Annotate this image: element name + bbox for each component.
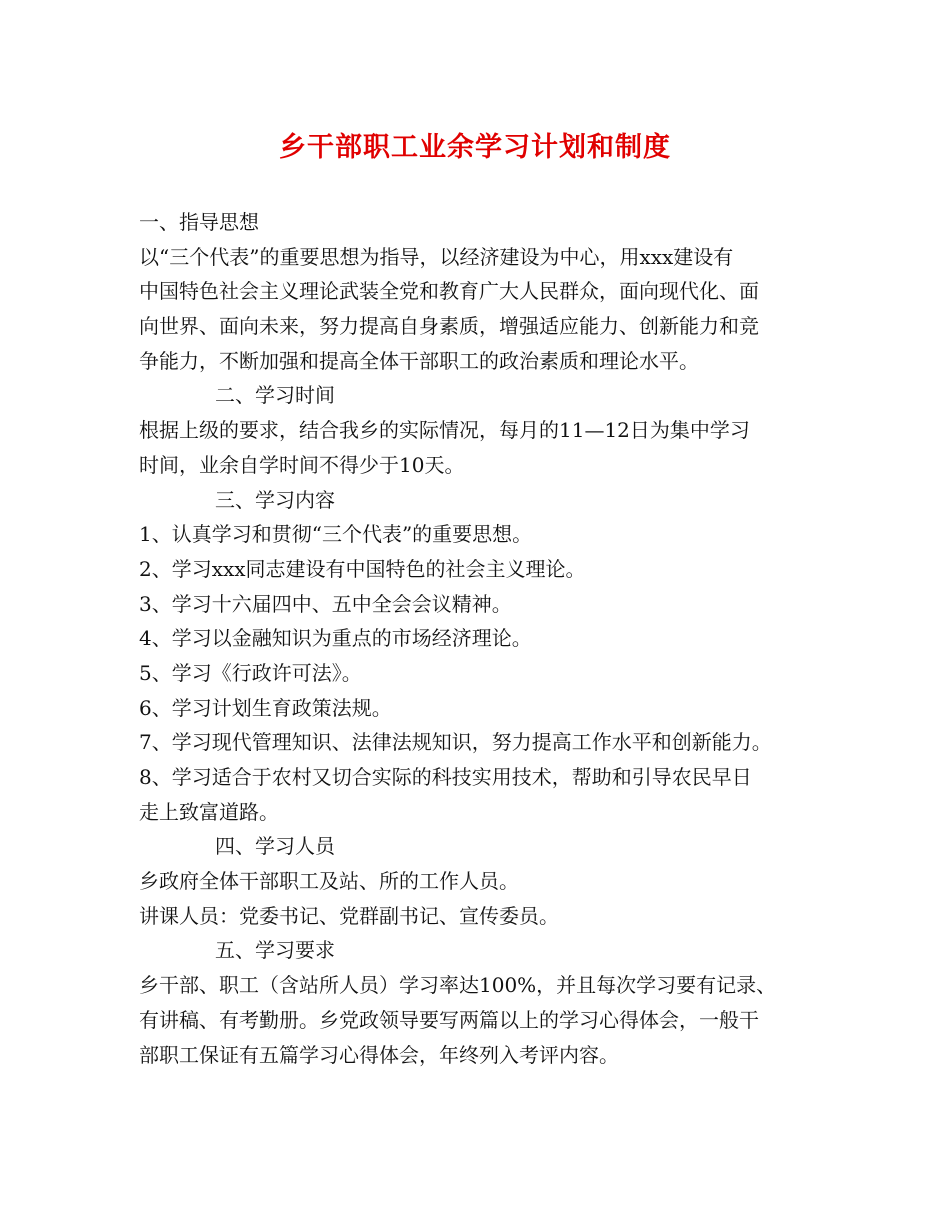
paragraph-line: 以“三个代表”的重要思想为指导，以经济建设为中心，用xxx建设有 bbox=[139, 244, 734, 269]
list-item: 1、认真学习和贯彻“三个代表”的重要思想。 bbox=[139, 522, 533, 547]
section-heading-study-content: 三、学习内容 bbox=[215, 487, 335, 512]
paragraph-line: 争能力，不断加强和提高全体干部职工的政治素质和理论水平。 bbox=[139, 348, 699, 373]
paragraph-line: 讲课人员：党委书记、党群副书记、宣传委员。 bbox=[139, 903, 559, 928]
list-item: 5、学习《行政许可法》。 bbox=[139, 660, 362, 685]
section-heading-study-time: 二、学习时间 bbox=[215, 383, 335, 408]
paragraph-line: 时间，业余自学时间不得少于10天。 bbox=[139, 452, 465, 477]
paragraph-line: 向世界、面向未来，努力提高自身素质，增强适应能力、创新能力和竞 bbox=[139, 314, 759, 339]
list-item-continuation: 走上致富道路。 bbox=[139, 799, 279, 824]
document-title: 乡干部职工业余学习计划和制度 bbox=[279, 132, 671, 163]
list-item: 6、学习计划生育政策法规。 bbox=[139, 695, 392, 720]
section-heading-study-requirements: 五、学习要求 bbox=[215, 938, 335, 963]
list-item: 8、学习适合于农村又切合实际的科技实用技术，帮助和引导农民早日 bbox=[139, 765, 752, 789]
paragraph-line: 乡干部、职工（含站所人员）学习率达100%，并且每次学习要有记录、 bbox=[139, 973, 777, 998]
document-body bbox=[139, 205, 839, 1072]
list-item: 7、学习现代管理知识、法律法规知识，努力提高工作水平和创新能力。 bbox=[139, 730, 772, 755]
list-item: 4、学习以金融知识为重点的市场经济理论。 bbox=[139, 626, 532, 651]
paragraph-line: 根据上级的要求，结合我乡的实际情况，每月的11—12日为集中学习 bbox=[139, 418, 750, 443]
list-item: 2、学习xxx同志建设有中国特色的社会主义理论。 bbox=[139, 556, 586, 581]
section-heading-study-personnel: 四、学习人员 bbox=[215, 834, 335, 859]
paragraph-line: 部职工保证有五篇学习心得体会，年终列入考评内容。 bbox=[139, 1042, 619, 1067]
paragraph-line: 中国特色社会主义理论武装全党和教育广大人民群众，面向现代化、面 bbox=[139, 279, 759, 304]
section-heading-guiding-ideology: 一、指导思想 bbox=[139, 210, 259, 234]
paragraph-line: 乡政府全体干部职工及站、所的工作人员。 bbox=[139, 869, 519, 894]
list-item: 3、学习十六届四中、五中全会会议精神。 bbox=[139, 591, 512, 616]
paragraph-line: 有讲稿、有考勤册。乡党政领导要写两篇以上的学习心得体会，一般干 bbox=[139, 1007, 759, 1032]
